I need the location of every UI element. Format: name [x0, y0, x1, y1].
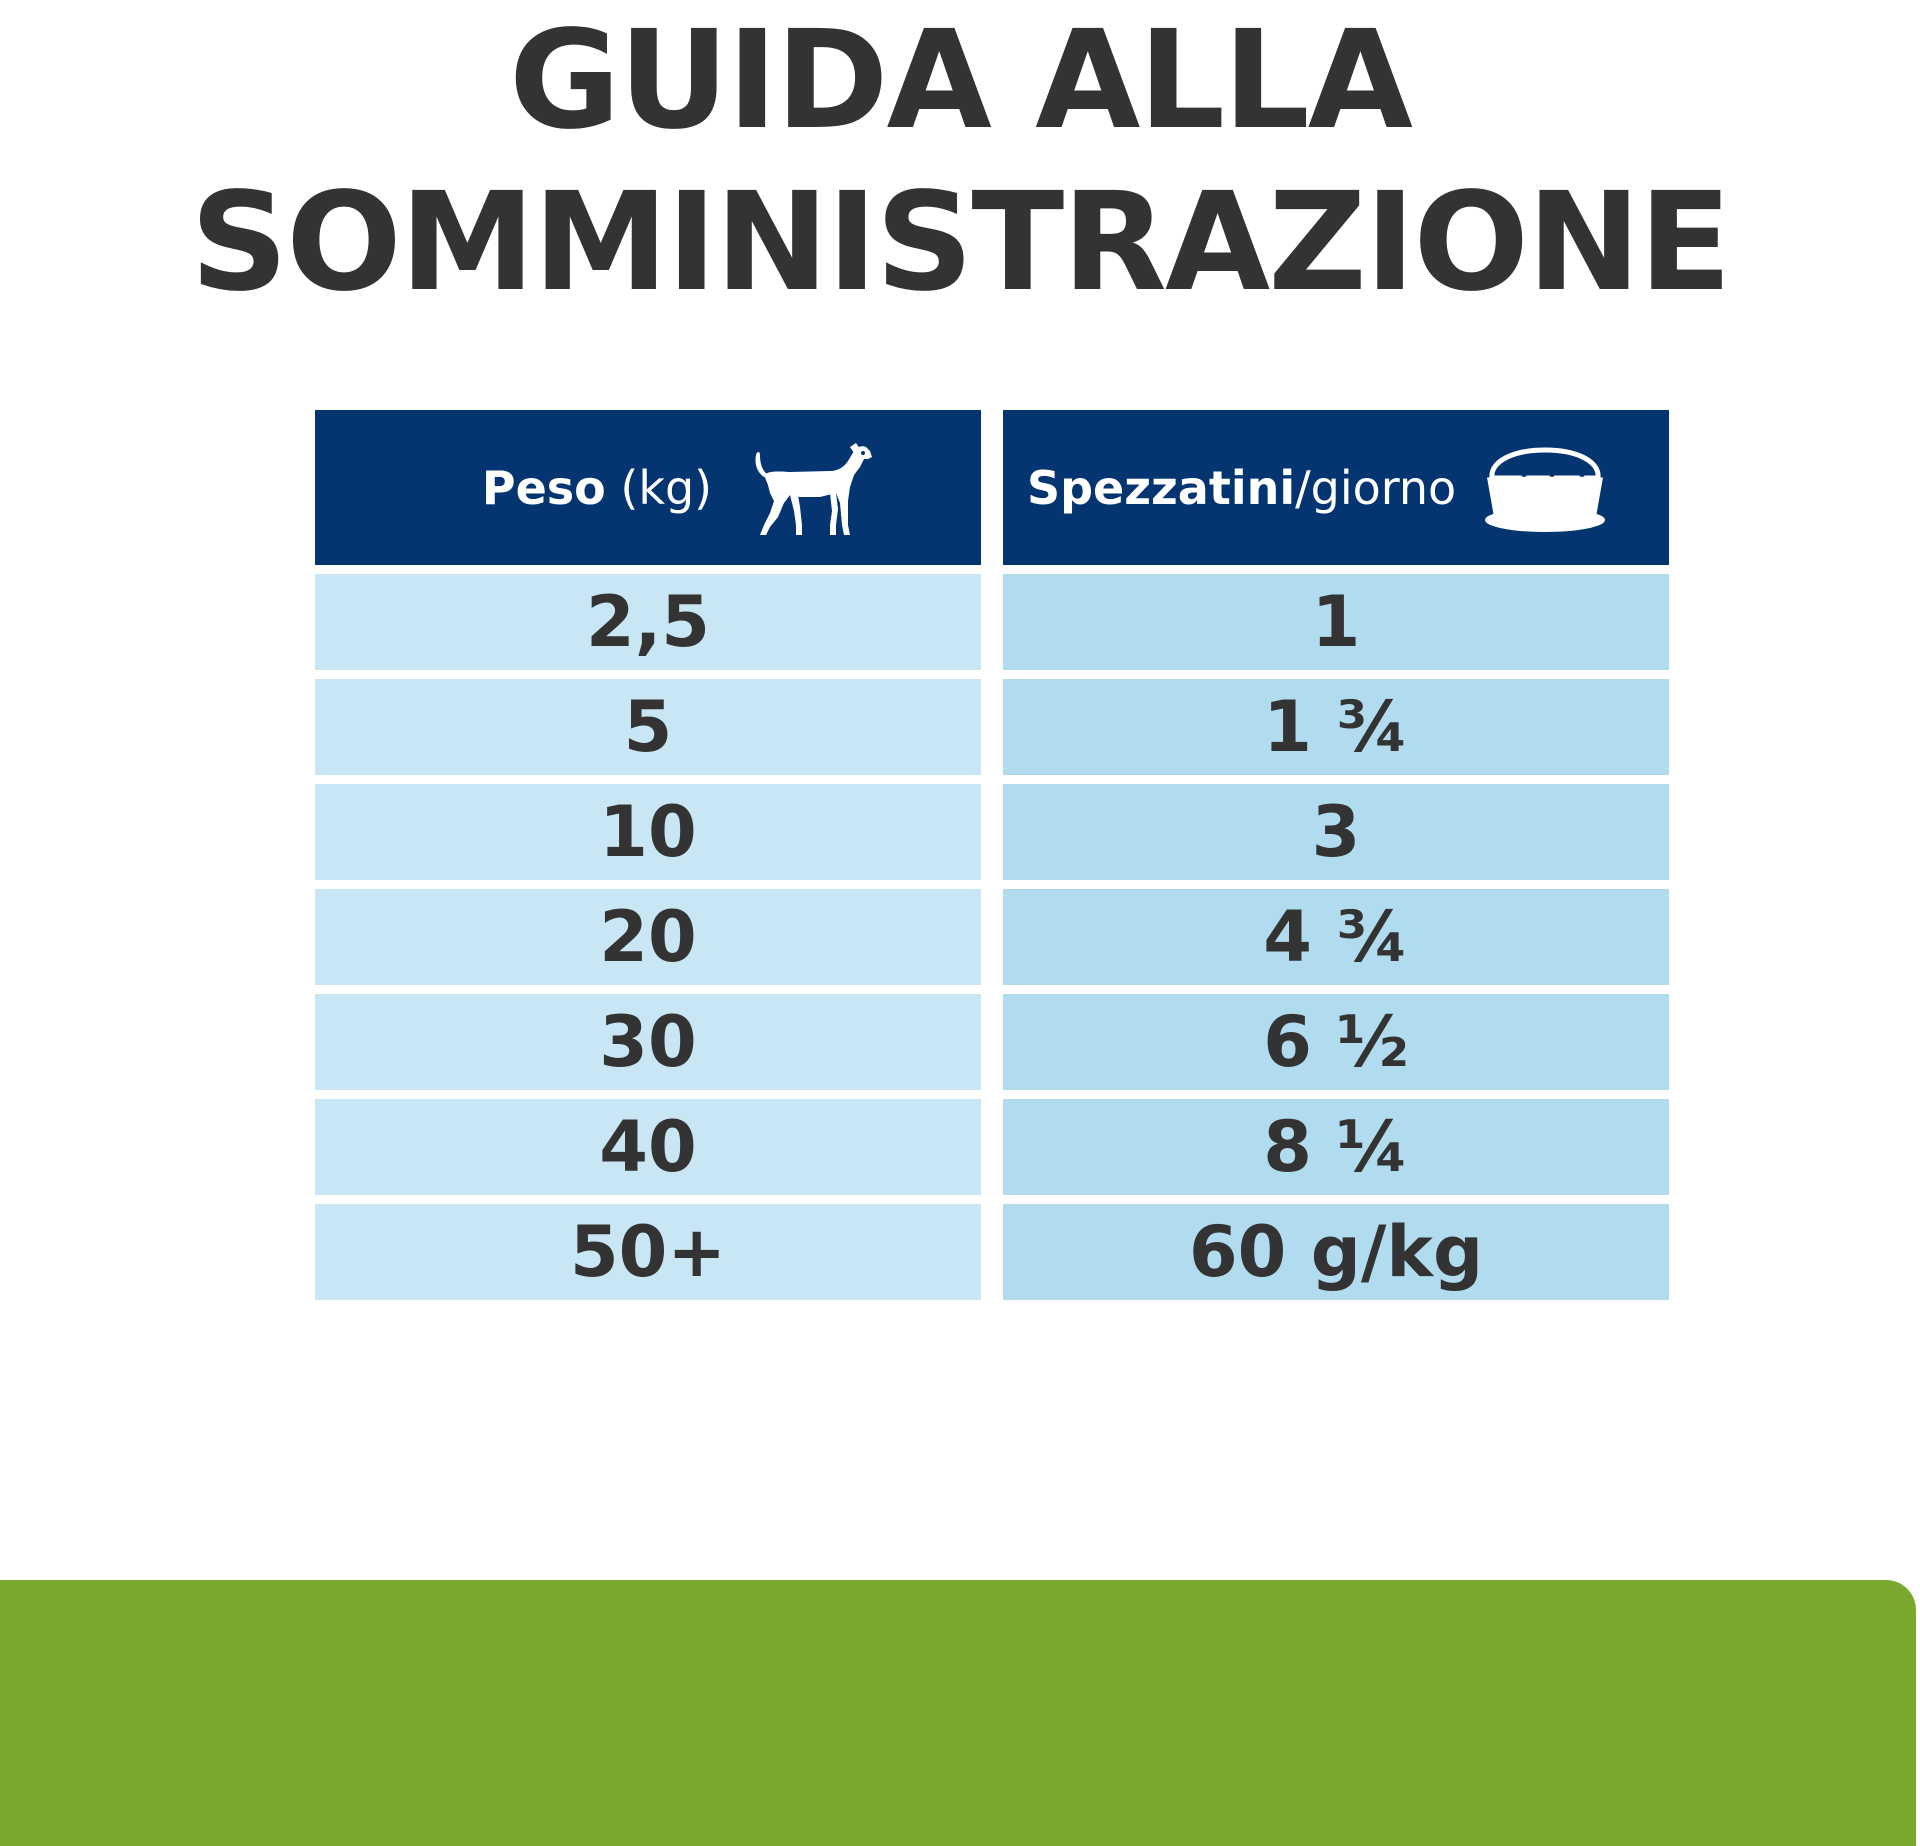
table-row	[315, 784, 1669, 880]
header-servings-unit: /giorno	[1295, 460, 1457, 515]
table-row	[315, 889, 1669, 985]
header-servings-bold: Spezzatini	[1027, 460, 1296, 515]
weight-cell: 20	[315, 889, 981, 985]
table-row	[315, 1099, 1669, 1195]
table-body	[315, 574, 1669, 1300]
servings-cell: 3	[1003, 784, 1669, 880]
page-title	[0, 0, 1920, 324]
servings-cell: 4 ¾	[1003, 889, 1669, 985]
servings-cell: 8 ¼	[1003, 1099, 1669, 1195]
weight-cell: 2,5	[315, 574, 981, 670]
weight-cell: 10	[315, 784, 981, 880]
food-bowl-icon	[1482, 442, 1608, 538]
weight-cell: 40	[315, 1099, 981, 1195]
servings-cell: 6 ½	[1003, 994, 1669, 1090]
title-line-2: SOMMINISTRAZIONE	[190, 164, 1730, 322]
servings-cell: 60 g/kg	[1003, 1204, 1669, 1300]
header-weight-bold: Peso	[481, 460, 606, 515]
feeding-table	[315, 410, 1669, 1300]
title-line-1: GUIDA ALLA	[509, 2, 1411, 160]
header-weight-label	[482, 461, 712, 515]
header-weight	[315, 410, 981, 565]
dog-icon	[750, 441, 874, 543]
servings-cell: 1 ¾	[1003, 679, 1669, 775]
servings-cell: 1	[1003, 574, 1669, 670]
weight-cell: 50+	[315, 1204, 981, 1300]
header-servings-label	[1027, 461, 1456, 515]
weight-cell: 5	[315, 679, 981, 775]
header-weight-unit: (kg)	[605, 460, 713, 515]
weight-cell: 30	[315, 994, 981, 1090]
table-row	[315, 679, 1669, 775]
table-header	[315, 410, 1669, 565]
table-row	[315, 994, 1669, 1090]
header-servings	[1003, 410, 1669, 565]
table-row	[315, 574, 1669, 670]
decorative-green-band	[0, 1580, 1916, 1846]
table-row	[315, 1204, 1669, 1300]
